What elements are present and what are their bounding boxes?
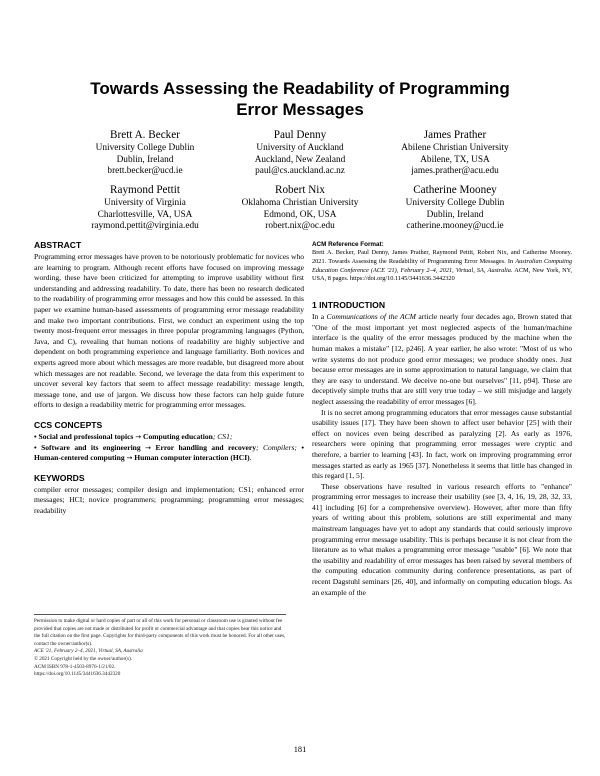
intro-paragraph: It is no secret among programming educators that error messages cause substantial usability issues [17]. They have been shown to affect user behavior [25] with their effect on novices even being described as paralyzing [2]. As early as 1976, researchers were opining that programming error messages were cryptic and therefore, a barrier to learning [43]. In fact, work on improving programming error messages started as early as 1965 [37]. Nonetheless it seems that little has changed in this regard [1, 5]. [312,407,572,481]
conference-line: ACE '21, February 2–4, 2021, Virtual, SA, Australia [34,648,143,655]
author-name: Catherine Mooney [413,184,497,196]
author-affiliation: University of Virginia [104,198,186,208]
author-affiliation: University College Dublin [405,198,505,208]
introduction-heading: 1 INTRODUCTION [312,300,386,311]
permission-text: Permission to make digital or hard copies of part or all of this work for personal or classroom use is granted without fee provided that copies are not made or distributed for profit or commercial advantage and that copies bear this notice and the full citation on the first page. Copyrights for third-party components of this work must be honored. For all other uses, contact the owner/author(s). [34,618,286,647]
ccs-extra: . [249,453,252,463]
author-name: Brett A. Becker [110,129,180,141]
permission-footnote [34,614,286,679]
intro-paragraph: These observations have resulted in various research efforts to "enhance" programming error messages to increase their usability (see [3, 4, 16, 19, 28, 32, 33, 41] including [6] for a comprehensive overview). However, after more than fifty years of writing about this problem, solutions are still experimental and many mainstream languages have yet to adopt any standards that could seriously improve programming error message usability. This is perhaps because it is not clear from the literature as to what makes a programming error message "usable" [6]. We note that the usability and readability of error messages has been raised by several members of the computing education community during conference presentations, as part of recent Dagstuhl seminars [26, 40], and informally on computing education blogs. As an example of the [312,481,572,597]
author-email: robert.nix@oc.edu [265,221,335,232]
author-email: james.prather@acu.edu [411,166,499,177]
author-location: Auckland, New Zealand [254,154,346,165]
author-email: brett.becker@ucd.ie [107,166,183,177]
acm-ref-publisher: ACM, New York, NY, USA, 8 pages. https://doi.org/10.1145/3441636.3442320 [312,266,572,283]
copyright-line: © 2021 Copyright held by the owner/author(s). [34,655,133,662]
author-block [210,184,390,233]
ccs-subcategory: Error handling and recovery [155,442,256,452]
author-name: James Prather [423,129,487,141]
ccs-subcategory: Human computer interaction (HCI) [134,453,250,463]
author-email: catherine.mooney@ucd.ie [406,221,504,232]
keywords-heading: KEYWORDS [34,472,85,483]
ccs-concept [34,443,304,464]
ccs-heading: CCS CONCEPTS [34,419,103,430]
ccs-category: • Social and professional topics [34,431,134,441]
left-column [34,240,304,516]
intro-p1-start: In a [312,312,327,322]
author-block [365,184,545,233]
author-location: Dublin, Ireland [426,209,484,220]
ccs-extra: ; CS1; [212,431,233,441]
author-affiliation: University College Dublin [95,143,195,153]
ccs-subcategory: Computing education [143,431,213,441]
author-location: Edmond, OK, USA [263,209,337,220]
author-location: Dublin, Ireland [116,154,174,165]
isbn-line: ACM ISBN 978-1-4503-8976-1/21/02. [34,663,116,670]
right-column [312,240,572,598]
ccs-extra: ; Compilers; [255,442,297,452]
author-block [210,129,390,178]
author-affiliation: University of Auckland [256,143,344,153]
ccs-category: • Human-centered computing [34,442,305,463]
acm-ref-heading: ACM Reference Format: [312,241,384,248]
author-email: raymond.pettit@virginia.edu [91,221,199,232]
author-name: Raymond Pettit [110,184,180,196]
author-location: Charlottesville, VA, USA [97,209,193,220]
arrow-icon: → [126,454,133,463]
author-affiliation: Oklahoma Christian University [241,198,359,208]
author-block [55,129,235,178]
author-affiliation: Abilene Christian University [401,143,509,153]
doi-link[interactable]: https://doi.org/10.1145/3441636.3442320 [34,671,121,678]
keywords-body: compiler error messages; compiler design and implementation; CS1; enhanced error messages; HCI; novice programmers; programming; programming error messages; readability [34,484,304,515]
abstract-body: Programming error messages have proven to be notoriously problematic for novices who are learning to program. Although recent efforts have focused on improving message wording, these have been criticized for attempting to improve usability without first understanding and addressing readability. To date, there has been no research dedicated to the readability of programming error messages and how this could be assessed. In this paper we examine human-based assessments of programming error message readability and make two important contributions. First, we conduct an experiment using the top twenty most-frequent error messages in three popular programming languages (Python, Java, and C), revealing that human notions of readability are highly subjective and dependent on both programming experience and language familiarity. Both novices and experts agreed more about which messages are more readable, but disagreed more about which messages are not readable. Second, we leverage the data from this experiment to uncover several key factors that seem to affect message readability: message length, message tone, and use of jargon. We discuss how these factors can help guide future efforts to design a readability metric for programming error messages. [34,252,304,410]
author-name: Robert Nix [274,184,326,196]
arrow-icon: → [135,432,142,441]
intro-paragraph [312,312,572,407]
author-email: paul@cs.auckland.ac.nz [255,166,345,177]
ccs-concept [34,432,304,443]
acm-ref-authors: Brett A. Becker, Paul Denny, James Prather, Raymond Pettit, Robert Nix, and Catherine Mooney. 2021. Towards Assessing the Readability of Programming Error Messages. In [312,249,572,265]
author-location: Abilene, TX, USA [420,154,490,165]
author-block [55,184,235,233]
arrow-icon: → [145,443,151,452]
paper-title: Towards Assessing the Readability of Programming Error Messages [90,79,510,119]
intro-p1-rest: article nearly four decades ago, Brown stated that "One of the most important yet most neglected aspects of the human/machine interface is the quality of the error messages produced by the machine when the human makes a mistake" [12, p246]. A year earlier, he also wrote: "Most of us who write systems do not produce good error messages; we produce shoddy ones. Just because error messages are in some approximation to natural language, we claim that they are easy to understand. We deceive no-one but ourselves" [11, p94]. These are deceptively simple truths that are still very true today – we still misjudge and largely neglect assessing the readability of error messages [6]. [312,312,572,406]
acm-ref-venue: Australian Computing Education Conference (ACE '21), February 2–4, 2021, Virtual, SA, Australia. [312,257,573,274]
author-name: Paul Denny [273,129,327,141]
author-block [365,129,545,178]
intro-journal: Communications of the ACM [326,312,416,322]
ccs-category: • Software and its engineering [34,442,141,452]
page-number: 181 [293,745,307,754]
acm-ref-body [312,249,572,284]
abstract-heading: ABSTRACT [34,240,82,250]
